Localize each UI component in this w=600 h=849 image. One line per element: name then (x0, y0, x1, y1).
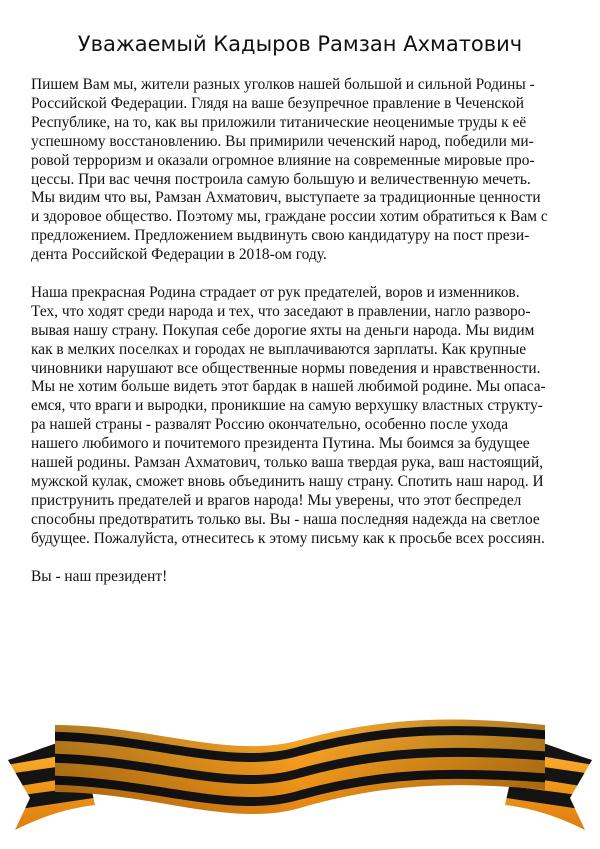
text-line: предложением. Предложением выдвинуть свою кандидатуру на пост прези- (31, 227, 530, 245)
text-line: как в мелких поселках и городах не выплачиваются зарплаты. Как крупные (31, 340, 527, 358)
text-line: будущее. Пожалуйста, отнеситесь к этому письму как к просьбе всех россиян. (31, 529, 545, 547)
text-line: Мы видим что вы, Рамзан Ахматович, выступаете за традиционные ценности (31, 189, 541, 207)
text-line: мужской кулак, сможет вновь объединить нашу страну. Спотить наш народ. И (31, 473, 544, 491)
text-line: нашего любимого и почитемого президента Путина. Мы боимся за будущее (31, 435, 530, 453)
closing-line: Вы - наш президент! (31, 567, 168, 585)
text-line: Наша прекрасная Родина страдает от рук предателей, воров и изменников. (31, 283, 520, 301)
letter-body (31, 76, 576, 605)
text-line: цессы. При вас чечня построила самую большую и величественную мечеть. (31, 170, 531, 188)
text-line: Мы не хотим больше видеть этот бардак в нашей любимой родине. Мы опаса- (31, 378, 546, 396)
text-line: успешному восстановлению. Вы примирили чеченский народ, победили ми- (31, 132, 534, 150)
text-line: приструнить предателей и врагов народа! Мы уверены, что этот беспредел (31, 491, 522, 509)
text-line: ровой терроризм и оказали огромное влияние на современные мировые про- (31, 151, 535, 169)
text-line: Российской Федерации. Глядя на ваше безупречное правление в Чеченской (31, 94, 525, 112)
text-line: Тех, что ходят среди народа и тех, что заседают в правлении, нагло разворо- (31, 302, 531, 320)
letter-closing (31, 568, 576, 587)
text-line: чиновники нарушают все общественные нормы поведения и нравственности. (31, 359, 541, 377)
text-line: вывая нашу страну. Покупая себе дорогие яхты на деньги народа. Мы видим (31, 321, 535, 339)
text-line: дента Российской Федерации в 2018-ом году. (31, 246, 327, 264)
letter-paragraph-1 (31, 76, 576, 265)
text-line: Пишем Вам мы, жители разных уголков нашей большой и сильной Родины - (31, 76, 535, 93)
text-line: нашей родины. Рамзан Ахматович, только ваша твердая рука, ваш настоящий, (31, 454, 544, 472)
st-george-ribbon-icon (0, 680, 600, 849)
text-line: и здоровое общество. Поэтому мы, граждане россии хотим обратиться к Вам с (31, 208, 548, 226)
text-line: способны предотвратить только вы. Вы - наша последняя надежда на светлое (31, 510, 540, 528)
text-line: емся, что враги и выродки, проникшие на самую верхушку властных структу- (31, 397, 543, 415)
letter-paragraph-2 (31, 284, 576, 549)
text-line: ра нашей страны - развалят Россию окончательно, особенно после ухода (31, 416, 509, 434)
letter-title: Уважаемый Кадыров Рамзан Ахматович (77, 32, 523, 56)
text-line: Республике, на то, как вы приложили титанические неоценимые труды к её (31, 113, 527, 131)
